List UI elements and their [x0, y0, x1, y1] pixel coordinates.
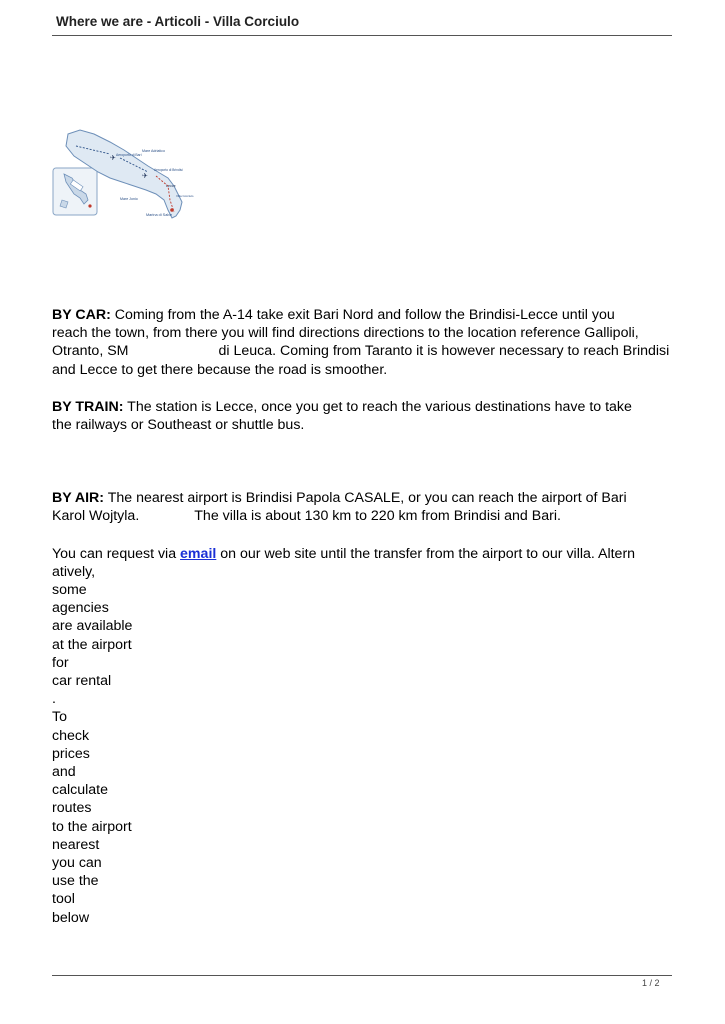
- email-link[interactable]: email: [180, 545, 217, 562]
- request-line: nearest: [52, 836, 100, 853]
- by-car-paragraph: [52, 306, 677, 379]
- by-car-line-4: and Lecce to get there because the road is smoother.: [52, 361, 388, 378]
- request-line: you can: [52, 855, 102, 872]
- by-air-paragraph: [52, 489, 677, 525]
- request-line: To: [52, 709, 67, 726]
- request-line: atively,: [52, 563, 96, 580]
- by-train-line-1: The station is Lecce, once you get to reach the various destinations have to take: [123, 398, 632, 415]
- request-prefix: You can request via: [52, 545, 181, 562]
- inset-location-dot: [88, 204, 91, 207]
- villa-location-dot: [170, 208, 174, 212]
- header-divider: [52, 35, 672, 36]
- request-line: car rental: [52, 673, 112, 690]
- request-line: prices: [52, 745, 90, 762]
- by-train-line-2: the railways or Southeast or shuttle bus.: [52, 417, 305, 434]
- map-label-airport-bari: Aeroporto di Bari: [116, 153, 142, 157]
- map-label-lecce: Lecce: [166, 184, 176, 188]
- page-title: Where we are - Articoli - Villa Corciulo: [56, 14, 300, 29]
- request-line: routes: [52, 800, 92, 817]
- by-air-line-2a: Karol Wojtyla.: [52, 508, 140, 525]
- airplane-icon: ✈: [110, 155, 116, 162]
- map-label-airport-brindisi: Aeroporto di Brindisi: [154, 168, 183, 172]
- map-label-adriatic: Mare Adriatico: [142, 149, 165, 153]
- map-label-ionian: Mare Jonio: [120, 197, 138, 201]
- request-line: and: [52, 764, 76, 781]
- by-car-line-2: reach the town, from there you will find directions directions to the location reference Gallipoli,: [52, 325, 639, 342]
- request-line: tool: [52, 891, 75, 908]
- map-label-marina: Marina di Salve: [146, 213, 173, 217]
- map-label-villa: Villa Corciulo: [176, 194, 194, 198]
- by-train-paragraph: [52, 398, 677, 434]
- request-suffix: on our web site until the transfer from the airport to our villa. Altern: [216, 545, 636, 562]
- by-train-label: BY TRAIN:: [52, 398, 124, 415]
- by-car-line-3a: Otranto, SM: [52, 343, 129, 360]
- request-paragraph: [52, 545, 677, 563]
- request-line: check: [52, 727, 90, 744]
- request-line: use the: [52, 873, 99, 890]
- by-car-label: BY CAR:: [52, 307, 111, 323]
- request-column-lines: [52, 563, 677, 927]
- request-line: agencies: [52, 600, 109, 617]
- request-line: to the airport: [52, 818, 132, 835]
- by-car-line-1: Coming from the A-14 take exit Bari Nord and follow the Brindisi-Lecce until you: [110, 307, 615, 323]
- request-line: calculate: [52, 782, 108, 799]
- by-air-line-1: The nearest airport is Brindisi Papola CASALE, or you can reach the airport of Bari: [104, 490, 627, 507]
- request-line: some: [52, 582, 87, 599]
- request-line: for: [52, 654, 69, 671]
- airplane-icon: ✈: [142, 173, 148, 180]
- request-line: .: [52, 691, 56, 708]
- by-air-line-2b: The villa is about 130 km to 220 km from Brindisi and Bari.: [194, 508, 561, 525]
- by-air-label: BY AIR:: [52, 490, 105, 507]
- footer-divider: [52, 975, 672, 976]
- by-car-line-3b: di Leuca. Coming from Taranto it is however necessary to reach Brindisi: [218, 343, 670, 360]
- request-line: at the airport: [52, 636, 132, 653]
- request-line: below: [52, 909, 90, 926]
- location-map: [50, 124, 198, 224]
- page-number: 1 / 2: [642, 978, 660, 988]
- article-body: [52, 306, 677, 927]
- request-line: are available: [52, 618, 133, 635]
